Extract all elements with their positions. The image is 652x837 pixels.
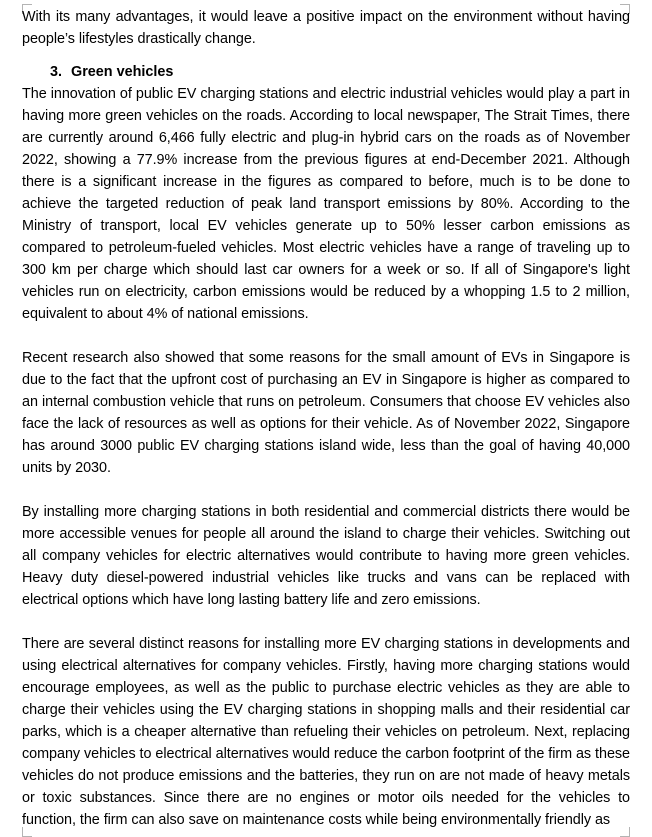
paragraph-innovation-ev: The innovation of public EV charging stations and electric industrial vehicles would play a part in having more green vehicles on the roads. According to local newspaper, The Strait Times, there are currently around 6,466 fully electric and plug-in hybrid cars on the roads as of November 2022, showing a 77.9% increase from the previous figures at end-December 2021. Although there is a significant increase in the figures as compared to before, much is to be done to achieve the targeted reduction of peak land transport emissions by 80%. According to the Ministry of transport, local EV vehicles generate up to 50% lesser carbon emissions as compared to petroleum-fueled vehicles. Most electric vehicles have a range of traveling up to 300 km per charge which should last car owners for a week or so. If all of Singapore's light vehicles run on electricity, carbon emissions would be reduced by a whopping 1.5 to 2 million, equivalent to about 4% of national emissions. (22, 86, 630, 322)
paragraph-spacer (22, 50, 630, 61)
document-text-body[interactable] (22, 6, 630, 831)
paragraph-recent-research: Recent research also showed that some reasons for the small amount of EVs in Singapore is due to the fact that the upfront cost of purchasing an EV in Singapore is higher as compared to an internal combustion vehicle that runs on petroleum. Consumers that choose EV vehicles also face the lack of resources as well as options for their vehicle. As of November 2022, Singapore has around 3000 public EV charging stations island wide, less than the goal of having 40,000 units by 2030. (22, 350, 630, 476)
paragraph-installing-stations: By installing more charging stations in both residential and commercial districts there would be more accessible venues for people all around the island to charge their vehicles. Switching out all company vehicles for electric alternatives would contribute to having more green vehicles. Heavy duty diesel-powered industrial vehicles like trucks and vans can be replaced with electrical options which have long lasting battery life and zero emissions. (22, 504, 630, 608)
heading-number: 3. (50, 64, 63, 80)
heading-label: Green vehicles (71, 64, 174, 80)
paragraph-intro: With its many advantages, it would leave a positive impact on the environment without having people’s lifestyles drastically change. (22, 9, 630, 47)
paragraph-distinct-reasons: There are several distinct reasons for installing more EV charging stations in developments and using electrical alternatives for company vehicles. Firstly, having more charging stations would encourage employees, as well as the public to purchase electric vehicles as they are able to charge their vehicles using the EV charging stations in shopping malls and their residential car parks, which is a cheaper alternative than refueling their vehicles on petroleum. Next, replacing company vehicles to electrical alternatives would reduce the carbon footprint of the firm as these vehicles do not produce emissions and the batteries, they run on are not made of heavy metals or toxic substances. Since there are no engines or motor oils needed for the vehicles to function, the firm can also save on maintenance costs while being environmentally friendly as (22, 636, 630, 828)
heading-green-vehicles (22, 61, 630, 83)
